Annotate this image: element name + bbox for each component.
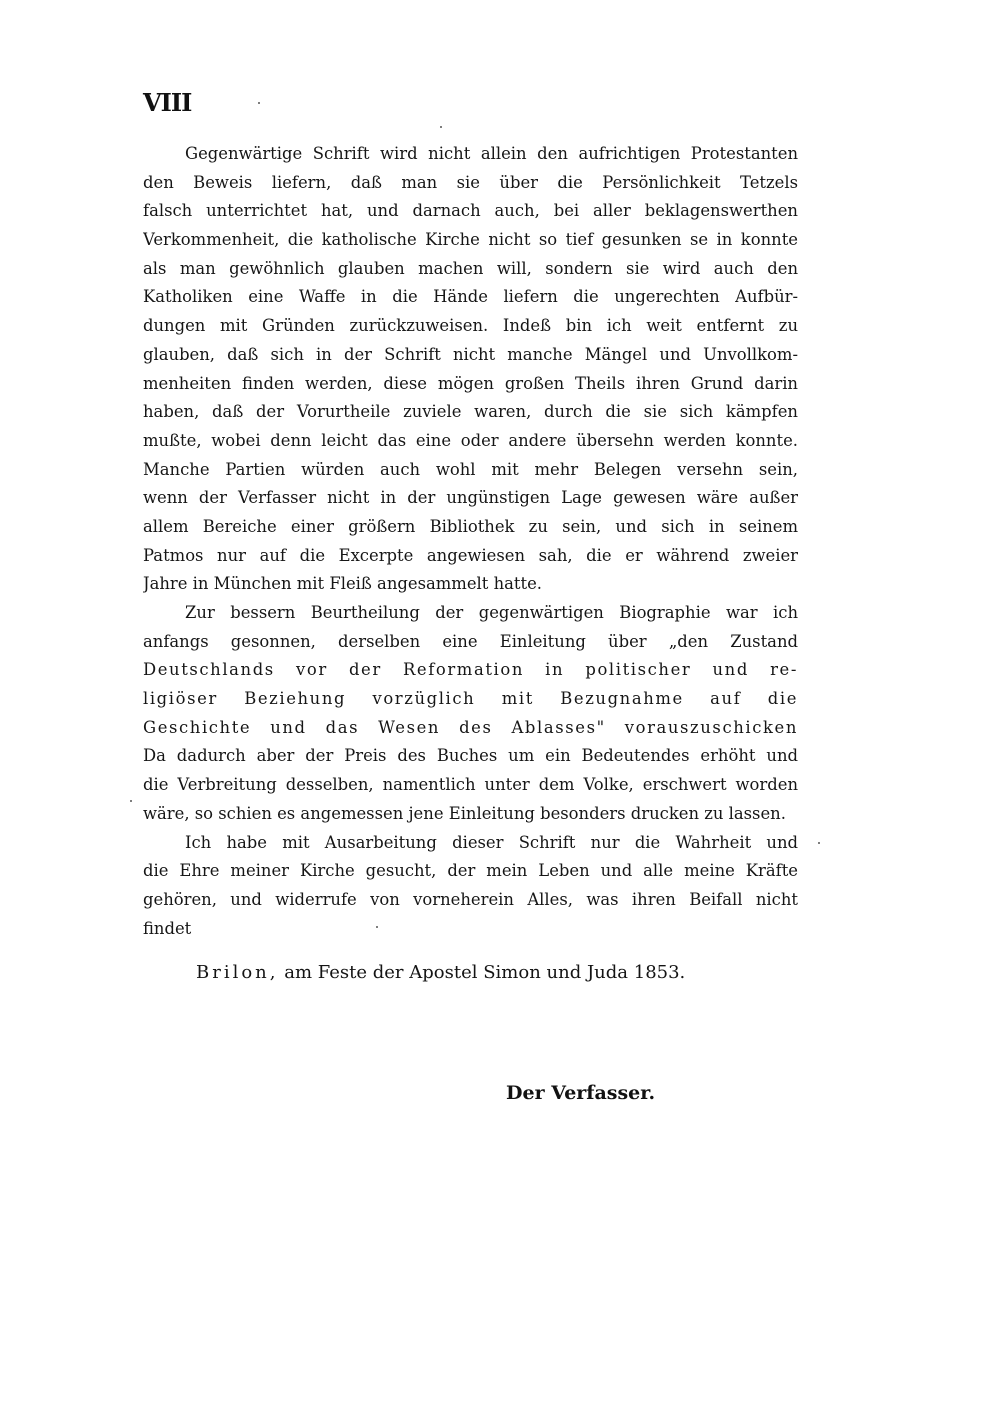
text-line: menheiten finden werden, diese mögen großen Theils ihren Grund darin [143,373,798,393]
text-line: Manche Partien würden auch wohl mit mehr Belegen versehn sein, [143,459,798,479]
text-line: den Beweis liefern, daß man sie über die Persönlichkeit Tetzels [143,172,798,192]
text-line: wenn der Verfasser nicht in der ungünstigen Lage gewesen wäre außer [143,488,798,508]
place-name: Brilon, [196,962,279,983]
text-line: Patmos nur auf die Excerpte angewiesen sah, die er während zweier [143,545,798,565]
text-line: dungen mit Gründen zurückzuweisen. Indeß bin ich weit entfernt zu [143,316,798,336]
text-line: Katholiken eine Waffe in die Hände liefern die ungerechten Aufbür- [143,287,798,307]
date-text: am Feste der Apostel Simon und Juda 1853. [284,962,686,983]
page-number: VIII [143,88,192,117]
text-line-spaced: Geschichte und das Wesen des Ablasses" vorauszuschicken [143,717,798,737]
signature: Der Verfasser. [506,1082,656,1104]
text-line: die Ehre meiner Kirche gesucht, der mein Leben und alle meine Kräfte [143,861,798,881]
text-line: gehören, und widerrufe von vorneherein Alles, was ihren Beifall nicht [143,889,798,909]
body-text [143,140,798,943]
text-line-spaced: Deutschlands vor der Reformation in politischer und re- [143,660,798,680]
print-speck [818,842,820,844]
print-speck [130,800,132,802]
print-speck [376,926,378,928]
text-line: wäre, so schien es angemessen jene Einleitung besonders drucken zu lassen. [143,803,786,823]
text-line: falsch unterrichtet hat, und darnach auch, bei aller beklagenswerthen [143,201,798,221]
text-line: anfangs gesonnen, derselben eine Einleitung über „den Zustand [143,631,798,651]
text-line: Ich habe mit Ausarbeitung dieser Schrift nur die Wahrheit und [185,832,798,852]
text-line: allem Bereiche einer größern Bibliothek zu sein, und sich in seinem [143,516,798,536]
text-line: Gegenwärtige Schrift wird nicht allein den aufrichtigen Protestanten [185,144,798,163]
text-line: mußte, wobei denn leicht das eine oder andere übersehn werden konnte. [143,430,798,450]
text-line: Verkommenheit, die katholische Kirche nicht so tief gesunken se in konnte [143,230,798,250]
print-speck [440,126,442,128]
text-line: als man gewöhnlich glauben machen will, sondern sie wird auch den [143,258,798,278]
text-line: haben, daß der Vorurtheile zuviele waren, durch die sie sich kämpfen [143,402,798,422]
text-line: Da dadurch aber der Preis des Buches um ein Bedeutendes erhöht und [143,746,798,766]
place-and-date [196,958,685,988]
text-line: Zur bessern Beurtheilung der gegenwärtigen Biographie war ich [185,603,798,622]
text-line: glauben, daß sich in der Schrift nicht manche Mängel und Unvollkom- [143,344,798,364]
text-line: die Verbreitung desselben, namentlich unter dem Volke, erschwert worden [143,775,798,795]
print-speck [258,102,260,104]
text-line-spaced: ligiöser Beziehung vorzüglich mit Bezugnahme auf die [143,689,798,709]
text-line: findet [143,918,192,938]
text-line: Jahre in München mit Fleiß angesammelt hatte. [143,574,542,594]
